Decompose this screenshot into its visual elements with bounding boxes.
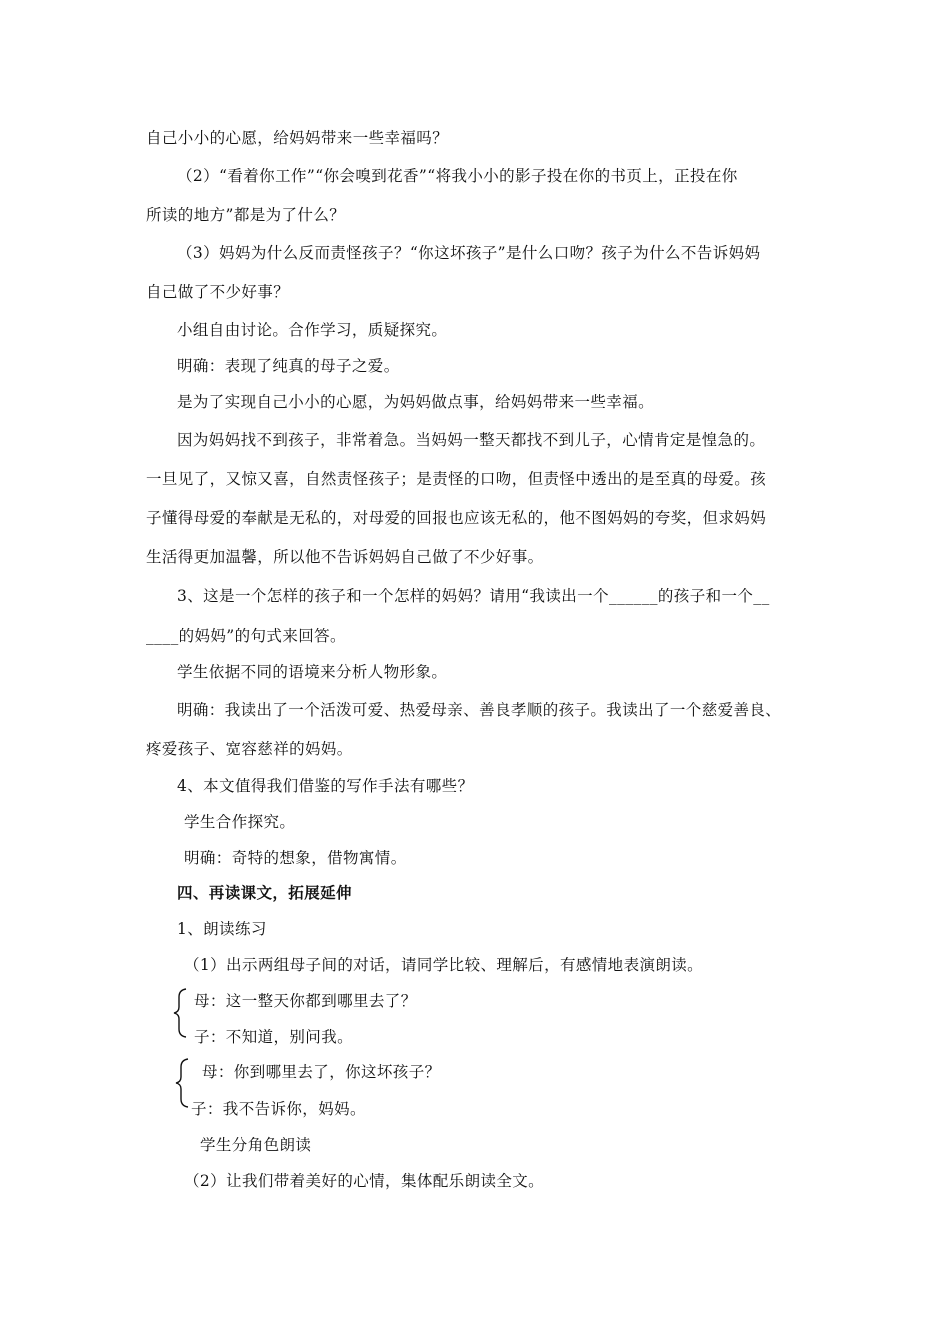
dialogue-line: 子：不知道，别问我。 bbox=[194, 1028, 354, 1046]
dialogue-line: 母：你到哪里去了，你这坏孩子？ bbox=[202, 1063, 441, 1081]
text-line: 明确：我读出了一个活泼可爱、热爱母亲、善良孝顺的孩子。我读出了一个慈爱善良、 bbox=[177, 701, 782, 719]
text-line: ____的妈妈”的句式来回答。 bbox=[146, 627, 346, 645]
text-line: 明确：表现了纯真的母子之爱。 bbox=[177, 357, 400, 375]
text-line: 自己小小的心愿，给妈妈带来一些幸福吗？ bbox=[146, 129, 449, 147]
text-line: 学生分角色朗读 bbox=[200, 1136, 312, 1154]
section-heading: 四、再读课文，拓展延伸 bbox=[177, 883, 352, 902]
text-line: 一旦见了，又惊又喜，自然责怪孩子；是责怪的口吻，但责怪中透出的是至真的母爱。孩 bbox=[146, 470, 767, 488]
text-line: 学生依据不同的语境来分析人物形象。 bbox=[177, 663, 448, 681]
text-line: 子懂得母爱的奉献是无私的，对母爱的回报也应该无私的，他不图妈妈的夸奖，但求妈妈 bbox=[146, 509, 767, 527]
text-line: 3、这是一个怎样的孩子和一个怎样的妈妈？请用“我读出一个______的孩子和一个__ bbox=[177, 587, 770, 605]
text-line: （2）让我们带着美好的心情，集体配乐朗读全文。 bbox=[184, 1172, 545, 1190]
text-line: 4、本文值得我们借鉴的写作手法有哪些？ bbox=[177, 777, 474, 795]
text-line: 疼爱孩子、宽容慈祥的妈妈。 bbox=[146, 740, 353, 758]
text-line: 1、朗读练习 bbox=[177, 920, 267, 938]
text-line: 因为妈妈找不到孩子，非常着急。当妈妈一整天都找不到儿子，心情肯定是惶急的。 bbox=[177, 431, 766, 449]
text-line: 生活得更加温馨，所以他不告诉妈妈自己做了不少好事。 bbox=[146, 548, 544, 566]
text-line: （3）妈妈为什么反而责怪孩子？“你这坏孩子”是什么口吻？孩子为什么不告诉妈妈 bbox=[177, 244, 761, 262]
text-line: （1）出示两组母子间的对话，请同学比较、理解后，有感情地表演朗读。 bbox=[184, 956, 704, 974]
text-line: 自己做了不少好事？ bbox=[146, 283, 290, 301]
text-line: 学生合作探究。 bbox=[184, 813, 296, 831]
dialogue-line: 母：这一整天你都到哪里去了？ bbox=[194, 992, 417, 1010]
text-line: 小组自由讨论。合作学习，质疑探究。 bbox=[177, 321, 448, 339]
text-line: 所读的地方”都是为了什么？ bbox=[146, 206, 346, 224]
text-line: 是为了实现自己小小的心愿，为妈妈做点事，给妈妈带来一些幸福。 bbox=[177, 393, 655, 411]
text-line: 明确：奇特的想象，借物寓情。 bbox=[184, 849, 407, 867]
left-brace-icon bbox=[172, 988, 188, 1038]
left-brace-icon bbox=[174, 1058, 190, 1108]
text-line: （2）“看着你工作”“你会嗅到花香”“将我小小的影子投在你的书页上，正投在你 bbox=[177, 167, 738, 185]
dialogue-line: 子：我不告诉你，妈妈。 bbox=[191, 1100, 366, 1118]
